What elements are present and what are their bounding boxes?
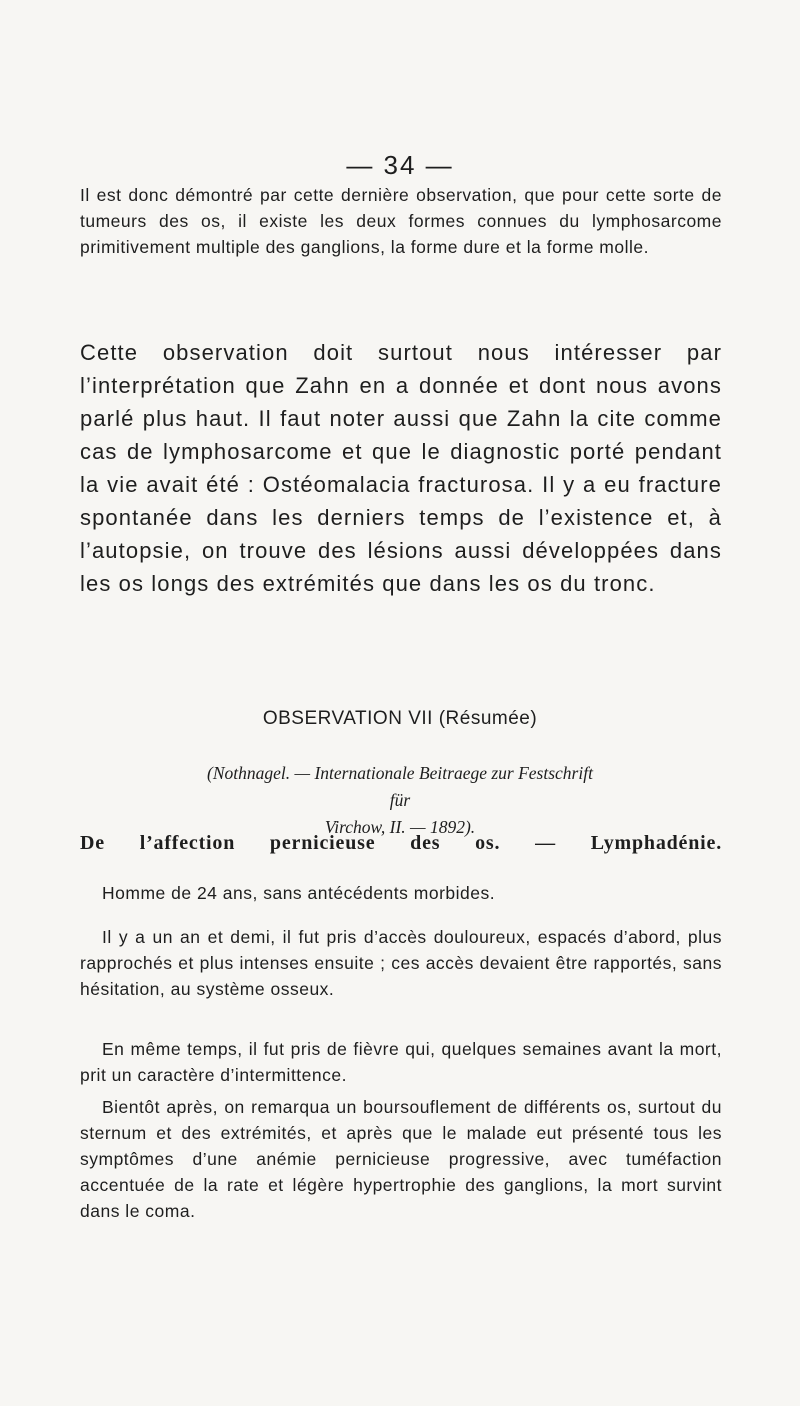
intro-paragraph: Il est donc démontré par cette dernière observation, que pour cette sorte de tumeurs des os, il existe les deux formes connues du lymphosarcome primitivement multiple des ganglions, la forme dure et la forme molle. — [80, 185, 722, 257]
main-paragraph: Cette observation doit surtout nous intéresser par l’interprétation que Zahn en a donnée et dont nous avons parlé plus haut. Il faut noter aussi que Zahn la cite comme cas de lymphosarcome et que le diagnostic porté pendant la vie avait été : Ostéomalacia fracturosa. Il y a eu fracture spontanée dans les derniers temps de l’existence et, à l’autopsie, on trouve des lésions aussi développées dans les os longs des extrémités que dans les os du tronc. — [80, 340, 722, 596]
page-number: — 34 — — [346, 150, 454, 180]
body-paragraph: En même temps, il fut pris de fièvre qui, quelques semaines avant la mort, prit un caractère d’intermittence. — [80, 1039, 722, 1085]
body-paragraph: Homme de 24 ans, sans antécédents morbides. — [102, 883, 496, 903]
citation-line-1: (Nothnagel. — Internationale Beitraege zur Festschrift für — [207, 763, 593, 810]
body-paragraph: Bientôt après, on remarqua un boursouflement de différents os, surtout du sternum et des extrémités, et après que le malade eut présenté tous les symptômes d’une anémie pernicieuse progressive, avec tuméfaction accentuée de la rate et légère hypertrophie des ganglions, la mort survint dans le coma. — [80, 1097, 722, 1221]
observation-subtitle: De l’affection pernicieuse des os. — Lymphadénie. — [80, 832, 722, 854]
citation-line-2: Virchow, II. — 1892). — [324, 817, 476, 837]
body-paragraph: Il y a un an et demi, il fut pris d’accès douloureux, espacés d’abord, plus rapprochés et plus intenses ensuite ; ces accès devaient être rapportés, sans hésitation, au système osseux. — [80, 927, 722, 999]
citation — [200, 760, 600, 841]
observation-title: OBSERVATION VII (Résumée) — [262, 708, 538, 729]
